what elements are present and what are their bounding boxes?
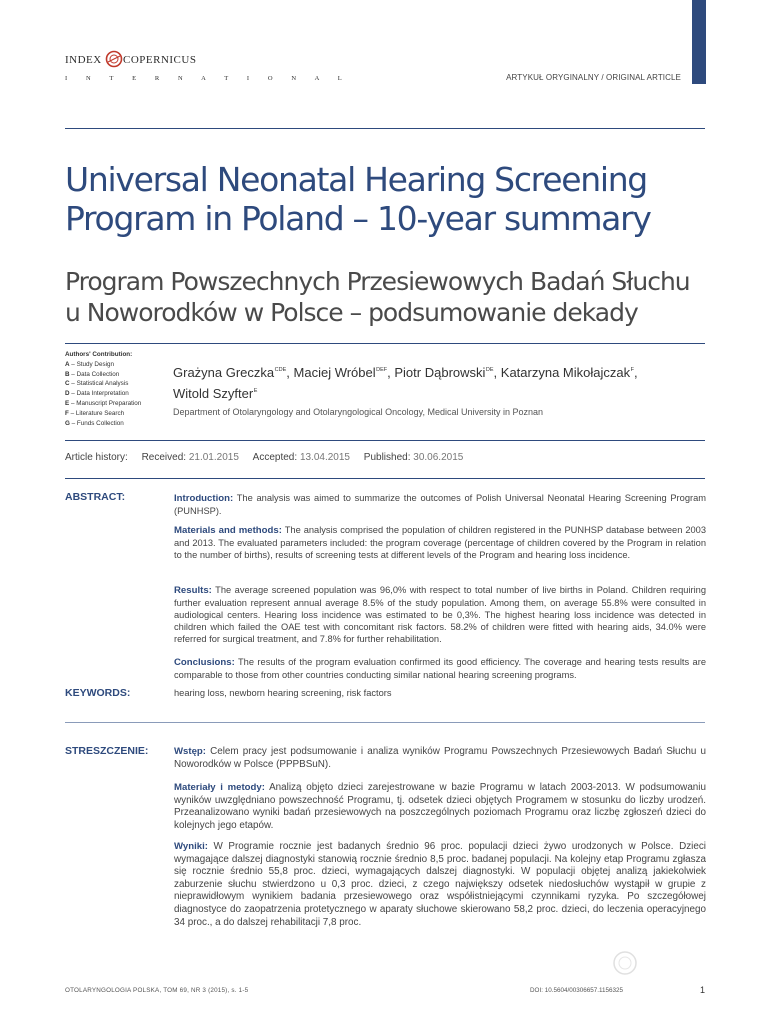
contribution-heading: Authors' Contribution:	[65, 351, 133, 358]
logo-word-index: INDEX	[65, 54, 102, 66]
article-history	[65, 452, 463, 463]
contribution-item: G – Funds Collection	[65, 419, 124, 427]
index-copernicus-logo	[65, 50, 351, 86]
conclusions-heading: Conclusions:	[174, 657, 235, 668]
history-label: Article history:	[65, 452, 128, 463]
received-date: 21.01.2015	[188, 452, 239, 463]
logo-word-international: I N T E R N A T I O N A L	[65, 75, 351, 82]
contribution-item: A – Study Design	[65, 360, 115, 368]
wyniki-heading: Wyniki:	[174, 841, 208, 852]
paper-title-polish: Program Powszechnych Przesiewowych Badań Słuchu u Noworodków w Polsce – podsumowanie dekady	[65, 267, 690, 327]
methods-heading: Materials and methods:	[174, 525, 282, 536]
copernicus-emblem-icon	[105, 50, 123, 68]
section-divider	[65, 722, 705, 723]
metody-heading: Materiały i metody:	[174, 782, 265, 793]
author-role: DE	[485, 367, 494, 373]
contribution-item: E – Manuscript Preparation	[65, 399, 142, 407]
published-label: Published:	[363, 452, 411, 463]
keywords-label: KEYWORDS:	[65, 687, 131, 699]
journal-citation: OTOLARYNGOLOGIA POLSKA, TOM 69, NR 3 (2015), s. 1-5	[65, 987, 249, 994]
wstep-heading: Wstęp:	[174, 746, 206, 757]
author-role: DEF	[376, 367, 388, 373]
contribution-item: C – Statistical Analysis	[65, 380, 129, 388]
keywords-text: hearing loss, newborn hearing screening, risk factors	[174, 688, 392, 698]
header-divider	[65, 128, 705, 129]
author-role: F	[630, 367, 634, 373]
abstract-methods: Materials and methods: The analysis comprised the population of children registered in the PUNHSP database between 2003 and 2013. The evaluated parameters included: the program coverage (percentage of children covered by the Program in relation to the number of births), results of screening tests at different levels of the Program and hearing loss incidence.	[174, 525, 707, 560]
title-divider	[65, 343, 705, 344]
paper-title: Universal Neonatal Hearing Screening Program in Poland – 10-year summary	[65, 160, 651, 238]
streszczenie-metody: Materiały i metody: Analizą objęto dzieci zarejestrowane w bazie Programu w latach 2003-2013. W podsumowaniu wyników uwzględniano powszechność Programu, tj. odsetek dzieci objętych Programem w stosunku do liczby urodzeń. Przeanalizowano wyniki badań przesiewowych na poszczególnych poziomach Programu oraz liczbę zgłoszeń dzieci do kolejnych jego etapów.	[174, 782, 706, 831]
author-name: Piotr Dąbrowski	[394, 365, 486, 380]
published-date: 30.06.2015	[413, 452, 464, 463]
watermark-emblem-icon	[612, 950, 638, 976]
page-number: 1	[700, 985, 706, 995]
accepted-date: 13.04.2015	[299, 452, 350, 463]
abstract-label: ABSTRACT:	[65, 491, 126, 503]
affiliation: Department of Otolaryngology and Otolaryngological Oncology, Medical University in Poznan	[173, 407, 544, 417]
streszczenie-label: STRESZCZENIE:	[65, 745, 149, 757]
author-role: E	[253, 388, 258, 394]
contribution-item: B – Data Collection	[65, 370, 120, 378]
author-name: Grażyna Greczka	[173, 365, 275, 380]
received-label: Received:	[141, 452, 187, 463]
article-type: ARTYKUŁ ORYGINALNY / ORIGINAL ARTICLE	[506, 73, 681, 82]
introduction-heading: Introduction:	[174, 493, 234, 504]
streszczenie-wyniki: Wyniki: W Programie rocznie jest badanych średnio 96 proc. populacji dzieci żywo urodzonych w Polsce. Dzieci wymagające dalszej diagnostyki stanowią rocznie średnio 8,5 proc. badanej populacji. Na kolejny etap Programu zgłasza się rocznie średnio 55,8 proc. dzieci, wymagających dalszej diagnostyki. W populacji objętej analizą jakiekolwiek zaburzenie słuchu stwierdzono u 0,3 proc. dzieci, z czego największy odsetek niedosłuchów wystąpił w grupie z nieprawidłowym wynikiem badania przesiewowego oraz współistniejącymi czynnikami ryzyka. Po szczegółowej diagnostyce do zaopatrzenia protetycznego w aparaty słuchowe skierowano 58,2 proc. dzieci, do leczenia operacyjnego 34 proc., a do dalszej rehabilitacji 7,8 proc.	[174, 841, 706, 928]
abstract-results: Results: The average screened population was 96,0% with respect to total number of live births in Poland. Children requiring further evaluation represent annual average 8.5% of the study population. Among them, on average 55.8% were consulted in audiological centers. Hearing loss incidence was estimated to be 0,3%. The highest hearing loss incidence was detected in children which failed the OAE test with concomitant risk factors. 58.2% of children were fitted with hearing aids, 34.0% were referred for surgical treatment, and 7.8% for further rehabilitation.	[174, 585, 706, 644]
history-divider	[65, 478, 705, 479]
logo-word-copernicus: COPERNICUS	[123, 54, 197, 66]
author-name: Maciej Wróbel	[293, 365, 376, 380]
abstract-introduction: Introduction: The analysis was aimed to summarize the outcomes of Polish Universal Neonatal Hearing Screening Program (PUNHSP).	[174, 493, 706, 516]
author-role: CDE	[274, 367, 287, 373]
accepted-label: Accepted:	[252, 452, 298, 463]
author-name: Witold Szyfter	[173, 386, 254, 401]
streszczenie-wstep: Wstęp: Celem pracy jest podsumowanie i analiza wyników Programu Powszechnych Przesiewowych Badań Słuchu u Noworodków w Polsce (PPPBSuN).	[174, 746, 706, 770]
author-list: Grażyna Greczka$^{CDE}$, Maciej Wróbel$^{DEF}$, Piotr Dąbrowski$^{DE}$, Katarzyna Mikołajczak$^F$, Witold Szyfter$^E$	[173, 365, 638, 401]
results-heading: Results:	[174, 585, 212, 596]
top-color-bar	[692, 0, 706, 84]
doi: DOI: 10.5604/00306657.1156325	[530, 987, 624, 994]
affiliation-divider	[65, 440, 705, 441]
authors-contribution	[65, 350, 165, 428]
contribution-item: D – Data Interpretation	[65, 390, 129, 398]
contribution-item: F – Literature Search	[65, 409, 125, 417]
author-name: Katarzyna Mikołajczak	[500, 365, 631, 380]
abstract-conclusions: Conclusions: The results of the program evaluation confirmed its good efficiency. The coverage and hearing tests results are comparable to those from other countries conducting similar national hearing screening programs.	[174, 657, 706, 680]
